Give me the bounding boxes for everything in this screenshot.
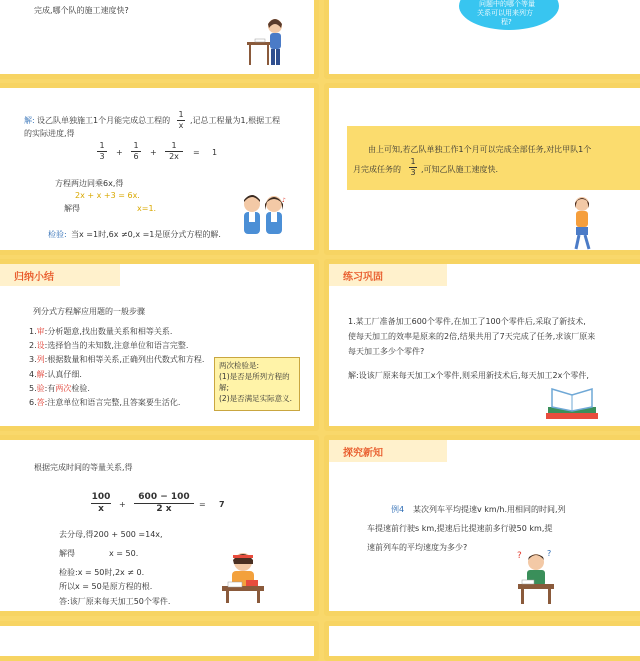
fraction-1-over-x xyxy=(177,110,185,131)
frac-den: x xyxy=(178,121,184,130)
line5: 答:该厂原来每天加工50个零件. xyxy=(59,597,171,606)
slide-title: 归纳小结 xyxy=(14,272,54,283)
slide-9[interactable] xyxy=(0,621,319,661)
conclusion-text-c: ,可知乙队施工速度快. xyxy=(421,165,499,174)
frac-den: 3 xyxy=(410,168,416,177)
frac-den: x xyxy=(98,504,104,514)
solution-line: 解:设该厂原来每天加工x个零件,则采用新技术后,每天加工2x个零件, xyxy=(348,371,589,380)
eq-frac-2 xyxy=(131,141,141,162)
eq-plus-2: + xyxy=(150,148,157,157)
step-text: 检验. xyxy=(71,384,90,393)
line4: 所以x = 50是原方程的根. xyxy=(59,582,153,591)
example-label: 例4 xyxy=(391,505,405,514)
step-4 xyxy=(29,368,82,381)
frac-den: 6 xyxy=(133,152,139,161)
fraction-1-over-3 xyxy=(409,157,417,178)
eq-equal: = xyxy=(193,148,200,157)
step3-label: 解得 xyxy=(64,204,80,213)
step-key: 验 xyxy=(36,384,45,393)
step-num: 3. xyxy=(29,355,37,364)
thinking-boy-illustration xyxy=(514,546,558,606)
line3: 检验:x = 50时,2x ≠ 0. xyxy=(59,568,145,577)
svg-text:?: ? xyxy=(517,551,522,561)
slide-7[interactable] xyxy=(0,435,319,616)
step-key: 两次 xyxy=(55,384,72,393)
step-num: 4. xyxy=(29,370,37,379)
check-label: 检验: xyxy=(48,230,67,239)
svg-text:♪: ♪ xyxy=(282,197,286,204)
example-line-1: 某次列车平均提速v km/h.用相同的时间,列 xyxy=(413,505,566,514)
eq-frac-1 xyxy=(97,141,107,162)
fraction-100-over-x xyxy=(91,492,111,515)
note-line-2: (1)是否是所列方程的 xyxy=(219,372,290,381)
eq-equal: = xyxy=(199,500,206,509)
frac-num: 100 xyxy=(91,492,111,502)
line2-value: x = 50. xyxy=(109,549,139,558)
cloud-line-2: 关系可以用来列方 xyxy=(477,9,533,17)
step-text: :根据数量和相等关系,正确列出代数式和方程. xyxy=(44,355,205,364)
example-line-3: 速前列车的平均速度为多少? xyxy=(367,543,468,552)
step-text: :分析题意,找出数量关系和相等关系. xyxy=(44,327,173,336)
step-text: :认真仔细. xyxy=(44,370,82,379)
slide-4[interactable] xyxy=(324,83,640,255)
eq-frac-3 xyxy=(165,141,183,162)
cloud-line-3: 程? xyxy=(501,18,512,26)
eq-rhs: 1 xyxy=(212,148,218,157)
step1: 方程两边同乘6x,得 xyxy=(55,179,124,188)
slide-2[interactable] xyxy=(324,0,640,79)
title-bar xyxy=(329,440,447,462)
frac-den: 2x xyxy=(169,152,179,161)
intro-text-c: 的实际进度,得 xyxy=(24,129,75,138)
step2: 2x + x +3 = 6x. xyxy=(75,191,140,200)
step-3 xyxy=(29,353,204,366)
frac-den: 3 xyxy=(99,152,105,161)
frac-num: 1 xyxy=(171,141,177,150)
step-text: :选择恰当的未知数,注意单位和语言完整. xyxy=(44,341,189,350)
frac-den: 2 x xyxy=(156,504,172,514)
student-writing-illustration xyxy=(245,12,295,72)
step-2 xyxy=(29,339,188,352)
slide-10[interactable] xyxy=(324,621,640,661)
step-text: :注意单位和语言完整,且答案要生活化. xyxy=(44,398,181,407)
eq-rhs: 7 xyxy=(219,500,225,509)
slide-6[interactable] xyxy=(324,259,640,431)
slide-title: 练习巩固 xyxy=(343,272,383,283)
step-key: 解 xyxy=(36,370,45,379)
frac-num: 1 xyxy=(178,110,184,119)
books-illustration xyxy=(544,383,600,425)
step-num: 2. xyxy=(29,341,37,350)
note-line-3: 解; xyxy=(219,383,230,392)
problem-line-3: 每天加工多少个零件? xyxy=(348,347,425,356)
step-key: 审 xyxy=(36,327,45,336)
line2-label: 解得 xyxy=(59,549,75,558)
double-check-note xyxy=(214,357,300,411)
step3-value: x=1. xyxy=(137,204,157,213)
problem-line-2: 使每天加工的效率是原来的2倍,结果共用了7天完成了任务,求该厂原来 xyxy=(348,332,596,341)
line1: 去分母,得200 + 500 =14x, xyxy=(59,530,163,539)
student-studying-illustration xyxy=(218,550,268,605)
title-bar xyxy=(329,264,447,286)
frac-num: 1 xyxy=(133,141,139,150)
fraction-500-over-2x xyxy=(134,492,194,515)
check-text: 当x =1时,6x ≠0,x =1是原分式方程的解. xyxy=(71,230,221,239)
step-text: :有 xyxy=(44,384,56,393)
two-students-illustration xyxy=(238,192,290,236)
slide-8[interactable] xyxy=(324,435,640,616)
example-line-2: 车提速前行驶s km,提速后比提速前多行驶50 km,提 xyxy=(367,524,553,533)
conclusion-text-a: 由上可知,若乙队单独工作1个月可以完成全部任务,对比甲队1个 xyxy=(368,145,592,154)
cloud-line-1: 问题中的哪个等量 xyxy=(479,0,535,8)
step-num: 6. xyxy=(29,398,37,407)
step-num: 5. xyxy=(29,384,37,393)
intro-text-b: ,记总工程量为1,根据工程 xyxy=(190,116,281,125)
slide-5[interactable] xyxy=(0,259,319,431)
slide-3[interactable] xyxy=(0,83,319,255)
note-line-1: 两次检验是: xyxy=(219,361,260,370)
frac-num: 1 xyxy=(410,157,416,166)
svg-text:?: ? xyxy=(547,549,552,558)
step-num: 1. xyxy=(29,327,37,336)
slide6-intro: 根据完成时间的等量关系,得 xyxy=(34,463,133,472)
running-girl-illustration xyxy=(567,194,597,252)
step-1 xyxy=(29,325,172,338)
eq-plus-1: + xyxy=(116,148,123,157)
frac-num: 600 − 100 xyxy=(138,492,190,502)
solve-label: 解: xyxy=(24,116,35,125)
summary-subtitle: 列分式方程解应用题的一般步骤 xyxy=(33,307,145,316)
slide-1[interactable] xyxy=(0,0,319,79)
note-line-4: (2)是否满足实际意义. xyxy=(219,394,293,403)
frac-num: 1 xyxy=(99,141,105,150)
step-key: 答 xyxy=(36,398,45,407)
step-key: 设 xyxy=(36,341,45,350)
conclusion-text-b: 月完成任务的 xyxy=(353,165,401,174)
slide1-text: 完成,哪个队的施工速度快? xyxy=(34,6,129,15)
step-6 xyxy=(29,396,180,409)
eq-plus: + xyxy=(119,500,126,509)
slide-title: 探究新知 xyxy=(343,448,383,459)
problem-line-1: 1.某工厂准备加工600个零件,在加工了100个零件后,采取了新技术, xyxy=(348,317,586,326)
step-5 xyxy=(29,382,90,395)
title-bar xyxy=(0,264,120,286)
step-key: 列 xyxy=(36,355,45,364)
intro-text-a: 设乙队单独施工1个月能完成总工程的 xyxy=(37,116,171,125)
highlight-box xyxy=(347,126,640,190)
